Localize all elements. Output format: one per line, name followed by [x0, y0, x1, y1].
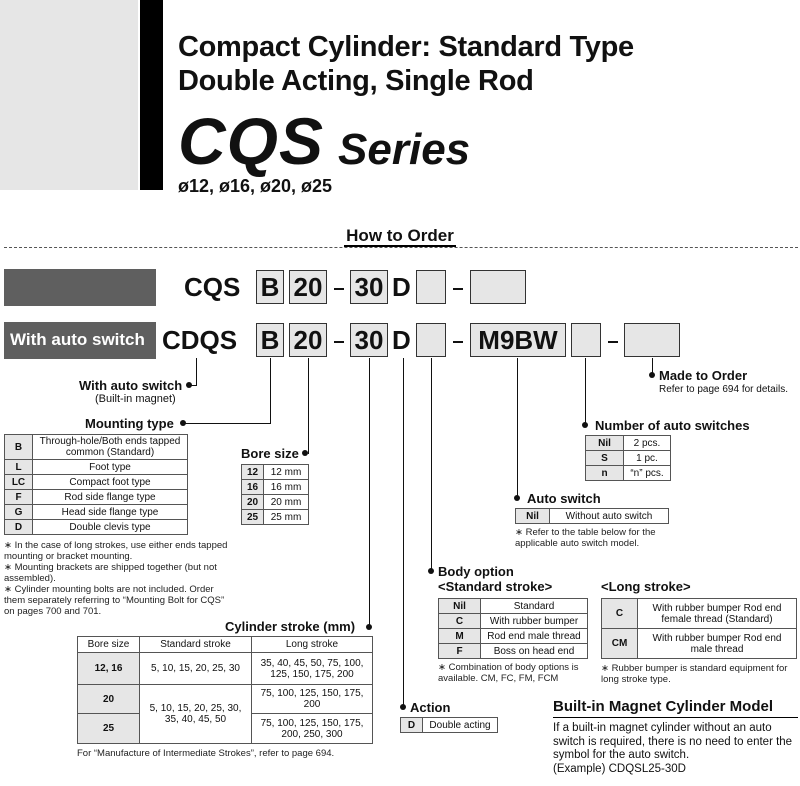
connector-bore	[308, 358, 309, 454]
mounting-note: ∗ Mounting brackets are shipped together (but not assembled).	[4, 562, 217, 584]
row1-mount-code: B	[260, 272, 280, 302]
row1-dash1	[334, 288, 344, 290]
connector-stroke	[369, 358, 370, 628]
row2-switch-qty-box	[571, 323, 601, 357]
connector-mounting	[270, 358, 271, 424]
bore-desc: 16 mm	[264, 480, 309, 495]
stroke-long: 35, 40, 45, 50, 75, 100, 125, 150, 175, 200	[252, 653, 373, 685]
standard-model-badge	[4, 269, 156, 306]
connector-switch-qty	[585, 358, 586, 426]
long-stroke-note: ∗ Rubber bumper is standard equipment for long stroke type.	[601, 663, 788, 685]
series-title	[178, 103, 470, 179]
stroke-long: 75, 100, 125, 150, 175, 200, 250, 300	[252, 714, 373, 744]
body-option-desc: With rubber bumper	[481, 614, 588, 629]
long-option-code: C	[602, 599, 638, 629]
header-gray-panel	[0, 0, 138, 190]
built-in-magnet-body	[553, 722, 800, 776]
row1-prefix: CQS	[184, 272, 241, 302]
mount-desc: Foot type	[33, 460, 188, 475]
body-option-code: M	[439, 629, 481, 644]
standard-stroke-note: ∗ Combination of body options is available. CM, FC, FM, FCM	[438, 662, 579, 684]
stroke-standard: 5, 10, 15, 20, 25, 30, 35, 40, 45, 50	[140, 685, 252, 744]
stroke-header: Standard stroke	[140, 637, 252, 653]
built-in-magnet-text: If a built-in magnet cylinder without an auto switch is required, there is no need to enter the symbol for the auto switch.	[553, 722, 793, 761]
body-option-code: C	[439, 614, 481, 629]
made-to-order-label: Made to Order	[659, 368, 748, 383]
stroke-long: 75, 100, 125, 150, 175, 200	[252, 685, 373, 714]
long-option-desc: With rubber bumper Rod end female thread (Standard)	[638, 599, 797, 629]
mount-code: G	[5, 505, 33, 520]
mount-code: F	[5, 490, 33, 505]
built-in-magnet-example: (Example) CDQSL25-30D	[553, 762, 686, 775]
row1-body-option-box	[416, 270, 446, 304]
connector-dot	[302, 450, 308, 456]
stroke-standard: 5, 10, 15, 20, 25, 30	[140, 653, 252, 685]
connector-dot	[400, 704, 406, 710]
bore-desc: 20 mm	[264, 495, 309, 510]
with-auto-switch-label: With auto switch	[79, 378, 183, 393]
auto-switch-desc: Without auto switch	[550, 509, 669, 524]
switch-qty-table	[585, 435, 671, 481]
stroke-header: Bore size	[78, 637, 140, 653]
bore-size-label: Bore size	[241, 446, 299, 461]
row1-bore-code: 20	[293, 272, 323, 302]
bore-code: 20	[242, 495, 264, 510]
mount-desc: Head side flange type	[33, 505, 188, 520]
mount-code: B	[5, 435, 33, 460]
row2-switch-code: M9BW	[478, 325, 558, 355]
mount-desc: Rod side flange type	[33, 490, 188, 505]
connector-dot	[180, 420, 186, 426]
action-code: D	[401, 718, 423, 733]
switch-qty-code: n	[586, 466, 624, 481]
body-option-code: F	[439, 644, 481, 659]
mount-code: L	[5, 460, 33, 475]
switch-qty-label: Number of auto switches	[595, 418, 750, 433]
connector-mounting-h	[183, 423, 271, 424]
bore-code: 16	[242, 480, 264, 495]
auto-switch-code: Nil	[516, 509, 550, 524]
body-option-desc: Rod end male thread	[481, 629, 588, 644]
switch-qty-desc: 1 pc.	[624, 451, 671, 466]
connector-dot	[514, 495, 520, 501]
long-stroke-table	[601, 598, 797, 659]
action-table	[400, 717, 498, 733]
section-divider	[4, 247, 798, 248]
body-option-code: Nil	[439, 599, 481, 614]
built-in-magnet-rule	[553, 717, 798, 718]
connector-action	[403, 358, 404, 708]
connector-dot	[366, 624, 372, 630]
standard-stroke-label: <Standard stroke>	[438, 579, 553, 594]
row2-made-to-order-box	[624, 323, 680, 357]
body-option-label: Body option	[438, 564, 514, 579]
stroke-bore: 12, 16	[78, 653, 140, 685]
cylinder-stroke-label: Cylinder stroke (mm)	[225, 619, 356, 634]
row2-prefix: CDQS	[162, 325, 238, 355]
series-code: CQS	[178, 104, 325, 178]
mounting-type-label: Mounting type	[85, 416, 174, 431]
mount-code: LC	[5, 475, 33, 490]
mounting-note: ∗ In the case of long strokes, use either ends tapped mounting or bracket mounting.	[4, 540, 228, 562]
row1-made-to-order-box	[470, 270, 526, 304]
long-option-code: CM	[602, 629, 638, 659]
mount-desc: Compact foot type	[33, 475, 188, 490]
made-to-order-sub: Refer to page 694 for details.	[659, 384, 788, 395]
long-stroke-label: <Long stroke>	[601, 579, 691, 594]
mounting-type-table	[4, 434, 188, 535]
switch-qty-code: S	[586, 451, 624, 466]
bore-sizes: ø12, ø16, ø20, ø25	[178, 176, 333, 196]
action-desc: Double acting	[423, 718, 498, 733]
switch-qty-desc: 2 pcs.	[624, 436, 671, 451]
bore-code: 12	[242, 465, 264, 480]
mount-desc: Double clevis type	[33, 520, 188, 535]
connector-with-auto-switch	[196, 358, 197, 386]
connector-dot	[428, 568, 434, 574]
row2-action-code: D	[392, 325, 411, 355]
body-option-desc: Standard	[481, 599, 588, 614]
row1-stroke-code: 30	[354, 272, 384, 302]
auto-switch-note: ∗ Refer to the table below for the applicable auto switch model.	[515, 527, 656, 549]
row2-dash3	[608, 341, 618, 343]
connector-body-option	[431, 358, 432, 572]
stroke-header: Long stroke	[252, 637, 373, 653]
page-title-line2: Double Acting, Single Rod	[178, 65, 534, 97]
how-to-order-title: How to Order	[300, 226, 500, 246]
row2-bore-code: 20	[293, 325, 323, 355]
bore-desc: 12 mm	[264, 465, 309, 480]
mount-desc: Through-hole/Both ends tapped common (Standard)	[33, 435, 188, 460]
row2-mount-code: B	[260, 325, 280, 355]
page-title-line1: Compact Cylinder: Standard Type	[178, 31, 634, 63]
stroke-footnote: For “Manufacture of Intermediate Strokes”, refer to page 694.	[77, 748, 335, 759]
connector-dot	[186, 382, 192, 388]
standard-stroke-table	[438, 598, 588, 659]
connector-auto-switch	[517, 358, 518, 500]
row2-body-option-box	[416, 323, 446, 357]
bore-size-table	[241, 464, 309, 525]
mounting-notes	[4, 540, 230, 617]
bore-code: 25	[242, 510, 264, 525]
auto-switch-table	[515, 508, 669, 524]
stroke-bore: 20	[78, 685, 140, 714]
row1-action-code: D	[392, 272, 411, 302]
body-option-desc: Boss on head end	[481, 644, 588, 659]
stroke-bore: 25	[78, 714, 140, 744]
row1-dash2	[453, 288, 463, 290]
with-auto-switch-badge: With auto switch	[4, 322, 156, 359]
switch-qty-desc: “n” pcs.	[624, 466, 671, 481]
long-option-desc: With rubber bumper Rod end male thread	[638, 629, 797, 659]
row2-dash2	[453, 341, 463, 343]
with-auto-switch-sub: (Built-in magnet)	[95, 393, 176, 405]
row2-stroke-code: 30	[354, 325, 384, 355]
connector-dot	[649, 372, 655, 378]
series-word: Series	[338, 125, 471, 174]
header-black-bar	[140, 0, 163, 190]
action-label: Action	[410, 700, 451, 715]
switch-qty-code: Nil	[586, 436, 624, 451]
row2-dash1	[334, 341, 344, 343]
connector-dot	[582, 422, 588, 428]
built-in-magnet-title: Built-in Magnet Cylinder Model	[553, 698, 773, 715]
mount-code: D	[5, 520, 33, 535]
mounting-note: ∗ Cylinder mounting bolts are not included. Order them separately referring to “Mounting Bolt for CQS” on pages 700 and 701.	[4, 584, 225, 617]
cylinder-stroke-table	[77, 636, 373, 744]
auto-switch-label: Auto switch	[527, 491, 601, 506]
bore-desc: 25 mm	[264, 510, 309, 525]
